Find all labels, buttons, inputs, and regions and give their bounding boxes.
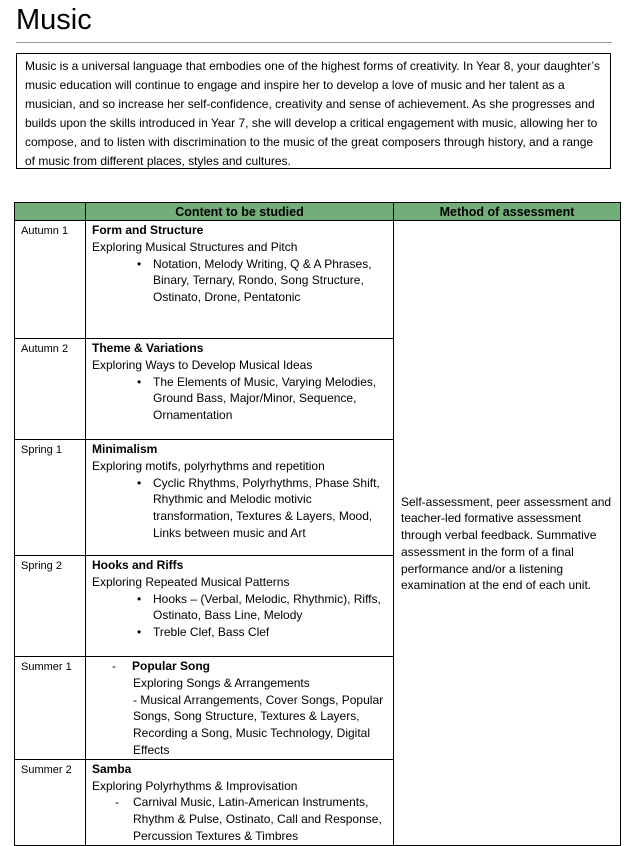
header-assessment: Method of assessment [394, 203, 621, 221]
topic-subtitle: Exploring Polyrhythms & Improvisation [92, 778, 298, 793]
topic-subtitle: Exploring Ways to Develop Musical Ideas [92, 357, 313, 372]
header-term [15, 203, 86, 221]
bullet-icon: • [137, 625, 142, 640]
topic-line [92, 658, 389, 675]
bullet-icon: • [137, 374, 142, 389]
topic-title: Theme & Variations [92, 341, 204, 355]
dash-icon: - [112, 659, 116, 673]
term-cell: Spring 1 [15, 440, 86, 556]
dash-icon: - [115, 795, 119, 810]
title-underline [16, 42, 612, 43]
list-item: • Cyclic Rhythms, Polyrhythms, Phase Shift, Rhythmic and Melodic motivic transformation, Textures & Layers, Mood, Links between music and Art [92, 475, 389, 542]
list-item: - Carnival Music, Latin-American Instruments, Rhythm & Pulse, Ostinato, Call and Response, Percussion Textures & Timbres [115, 795, 382, 843]
content-cell [86, 339, 394, 440]
content-cell [86, 221, 394, 339]
topic-title: Hooks and Riffs [92, 558, 184, 572]
content-cell [86, 657, 394, 760]
list-item: - Musical Arrangements, Cover Songs, Popular Songs, Song Structure, Textures & Layers, Recording a Song, Music Technology, Digital Effects [133, 692, 384, 757]
term-cell: Spring 2 [15, 556, 86, 657]
table-row [15, 221, 621, 339]
term-cell: Summer 1 [15, 657, 86, 760]
topic-title: Samba [92, 761, 132, 776]
content-cell [86, 440, 394, 556]
assessment-cell: Self-assessment, peer assessment and teacher-led formative assessment through verbal feedback. Summative assessment in the form of a final performance and/or a listening examination at the end of each unit. [394, 221, 621, 846]
content-cell [86, 759, 394, 845]
list-item: • Treble Clef, Bass Clef [92, 624, 389, 641]
curriculum-table [14, 202, 621, 846]
intro-box: Music is a universal language that embodies one of the highest forms of creativity. In Year 8, your daughter’s music education will continue to engage and inspire her to develop a love of music and her talent as a musician, and so increase her self-confidence, creativity and sense of achievement. As she progresses and builds upon the skills introduced in Year 7, she will develop a critical engagement with music, allowing her to compose, and to listen with discrimination to the music of the great composers through history, and a range of music from different places, styles and cultures. [16, 53, 611, 169]
list-item: • Hooks – (Verbal, Melodic, Rhythmic), Riffs, Ostinato, Bass Line, Melody [92, 591, 389, 625]
bullet-icon: • [137, 256, 142, 271]
topic-subtitle: Exploring motifs, polyrhythms and repetition [92, 458, 325, 473]
topic-subtitle: Exploring Musical Structures and Pitch [92, 239, 298, 254]
topic-title: Form and Structure [92, 223, 204, 237]
topic-subtitle: Exploring Songs & Arrangements [133, 675, 310, 690]
term-cell: Summer 2 [15, 759, 86, 845]
page-title: Music [16, 4, 92, 36]
bullet-icon: • [137, 591, 142, 606]
bullet-icon: • [137, 475, 142, 490]
content-cell [86, 556, 394, 657]
list-item: • The Elements of Music, Varying Melodies, Ground Bass, Major/Minor, Sequence, Ornamentation [92, 374, 389, 424]
table-header-row [15, 203, 621, 221]
topic-title: Popular Song [132, 659, 210, 673]
header-content: Content to be studied [86, 203, 394, 221]
list-item: • Notation, Melody Writing, Q & A Phrases, Binary, Ternary, Rondo, Song Structure, Ostinato, Drone, Pentatonic [92, 256, 389, 306]
term-cell: Autumn 1 [15, 221, 86, 339]
topic-subtitle: Exploring Repeated Musical Patterns [92, 574, 290, 589]
term-cell: Autumn 2 [15, 339, 86, 440]
topic-title: Minimalism [92, 442, 158, 456]
